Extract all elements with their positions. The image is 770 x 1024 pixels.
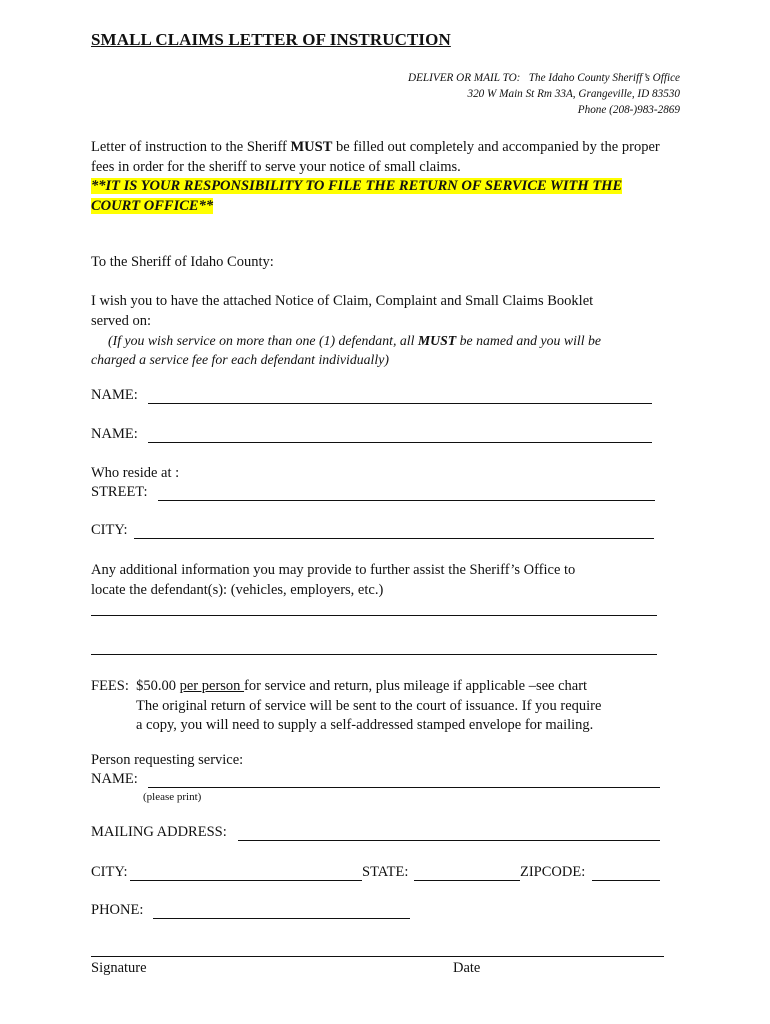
state-label: STATE: [362,864,409,880]
document-title: SMALL CLAIMS LETTER OF INSTRUCTION [91,30,451,49]
deliver-office: The Idaho County Sheriff’s Office [528,72,680,84]
warning-line-2: COURT OFFICE** [91,197,214,214]
fees-block [91,677,691,736]
address-line: 320 W Main St Rm 33A, Grangeville, ID 83530 [467,88,680,100]
intro-paragraph [91,138,676,216]
zipcode-label: ZIPCODE: [520,864,586,880]
requester-city-field[interactable] [130,880,362,881]
intro-text-after: be filled out completely and accompanied by the proper fees in order for the sheriff to serve your notice of small claims. [91,139,660,175]
deliver-line [280,70,680,86]
reside-label: Who reside at : [91,465,180,481]
fees-rest: for service and return, plus mileage if applicable –see chart [244,678,588,694]
warning-line-1: **IT IS YOUR RESPONSIBILITY TO FILE THE RETURN OF SERVICE WITH THE [91,178,623,194]
request-line-1: I wish you to have the attached Notice of Claim, Complaint and Small Claims Booklet [91,293,594,309]
fees-label: FEES: [91,678,129,694]
phone-field[interactable] [153,918,410,919]
mailing-address-field[interactable] [238,840,660,841]
date-label: Date [453,960,481,976]
note-after: be named and you will be [456,333,602,348]
salutation: To the Sheriff of Idaho County: [91,254,274,270]
signature-date-line[interactable] [91,956,664,957]
deliver-label: DELIVER OR MAIL TO: [408,72,521,84]
request-paragraph [91,292,681,331]
phone-label: PHONE: [91,902,144,918]
note-before: (If you wish service on more than one (1) defendant, all [108,333,418,348]
defendant-name-2-field[interactable] [148,442,652,443]
fees-line-3: a copy, you will need to supply a self-addressed stamped envelope for mailing. [136,717,594,733]
requester-heading: Person requesting service: [91,752,244,768]
additional-info-field-1[interactable] [91,615,657,616]
signature-label: Signature [91,960,147,976]
requester-city-label: CITY: [91,864,128,880]
additional-info [91,561,681,600]
fees-amount: $50.00 [136,678,180,694]
please-print-note: (please print) [143,791,202,803]
fees-per-person: per person [179,678,245,694]
intro-must: MUST [290,139,333,155]
note-line-2: charged a service fee for each defendant individually) [91,352,389,367]
street-field[interactable] [158,500,655,501]
additional-line-2: locate the defendant(s): (vehicles, employers, etc.) [91,581,384,598]
intro-text-before: Letter of instruction to the Sheriff [91,139,291,155]
note-must: MUST [417,333,457,348]
defendant-city-field[interactable] [134,538,654,539]
mailing-address-label: MAILING ADDRESS: [91,824,227,840]
requester-name-field[interactable] [148,787,660,788]
request-line-2: served on: [91,312,151,329]
additional-info-field-2[interactable] [91,654,657,655]
fees-line-1 [91,677,691,697]
zipcode-field[interactable] [592,880,660,881]
defendant-name-1-field[interactable] [148,403,652,404]
delivery-address-block [280,70,680,118]
request-note [91,331,681,369]
street-label: STREET: [91,484,148,500]
defendant-name-2-label: NAME: [91,426,138,442]
fees-line-2: The original return of service will be sent to the court of issuance. If you require [136,697,602,714]
defendant-city-label: CITY: [91,522,128,538]
requester-name-label: NAME: [91,771,138,787]
additional-line-1: Any additional information you may provide to further assist the Sheriff’s Office to [91,562,576,578]
state-field[interactable] [414,880,520,881]
phone-line: Phone (208-)983-2869 [577,104,680,116]
defendant-name-1-label: NAME: [91,387,138,403]
